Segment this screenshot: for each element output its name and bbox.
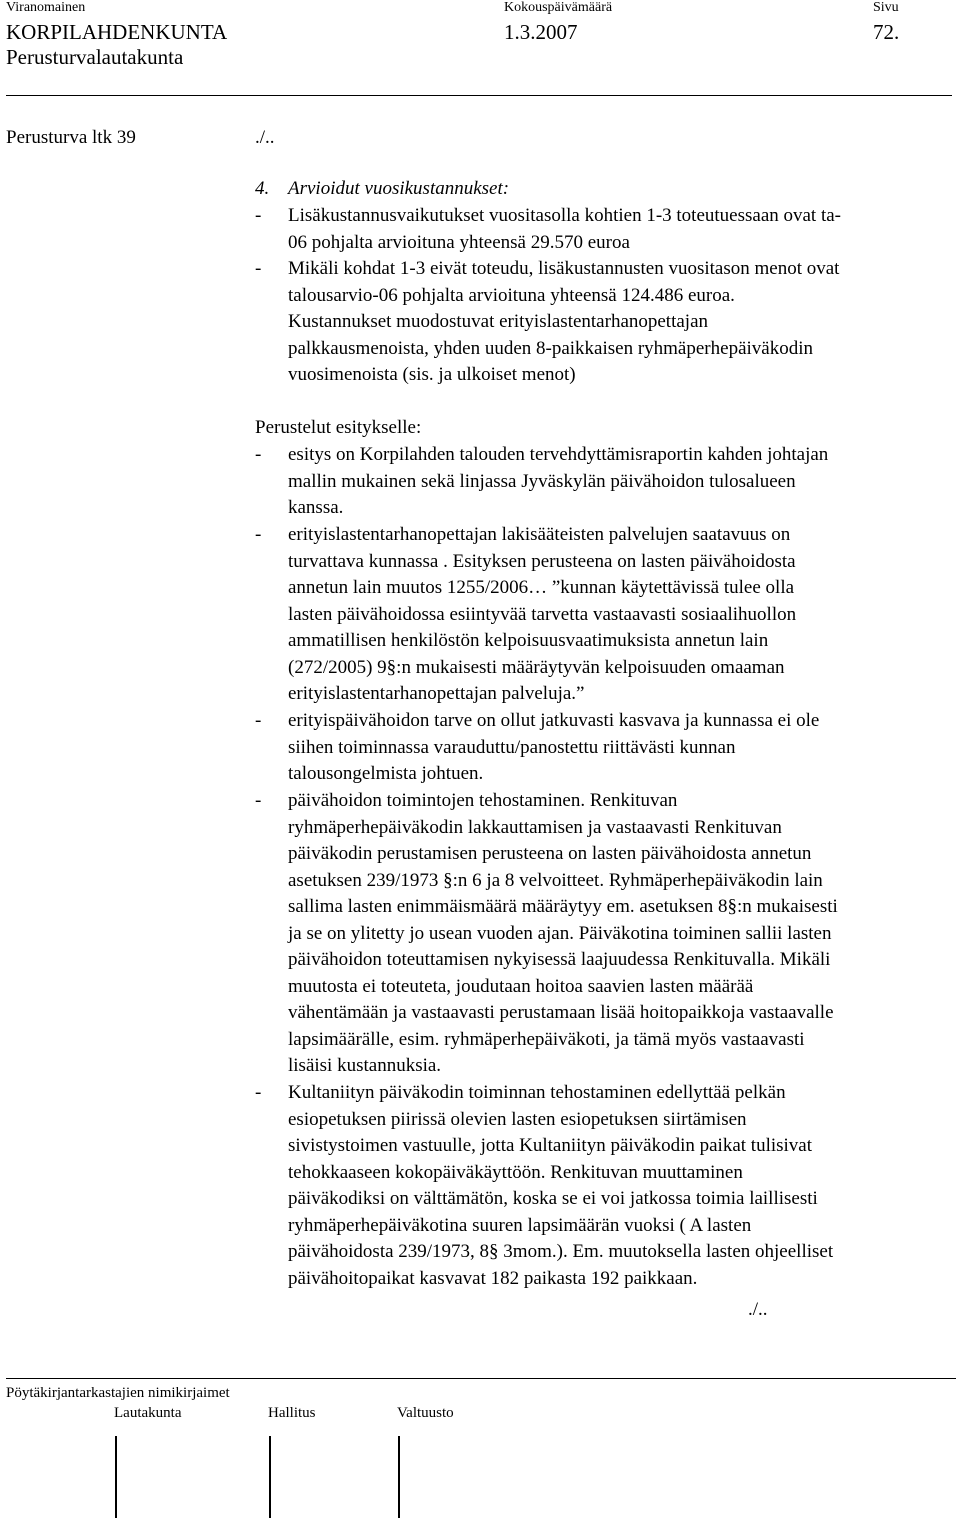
text-line: lisäisi kustannuksia.	[288, 1055, 442, 1076]
item-title: Arvioidut vuosikustannukset:	[288, 178, 510, 199]
text-line: sallima lasten enimmäismäärä määräytyy em. asetuksen 8§:n mukaisesti	[288, 896, 838, 917]
footer-col-valtuusto: Valtuusto	[397, 1405, 454, 1421]
text-line: mallin mukainen sekä linjassa Jyväskylän päivähoidon tulosalueen	[288, 470, 796, 492]
bullet-dash: -	[255, 524, 262, 545]
text-line: esiopetuksen piirissä olevien lasten esiopetuksen siirtämisen	[288, 1108, 747, 1130]
signature-divider	[115, 1436, 117, 1518]
text-line: lasten päivähoidossa esiintyvää tarvetta vastaavasti sosiaalihuollon	[288, 603, 797, 625]
municipality-name: KORPILAHDENKUNTA	[6, 20, 228, 44]
text-line: päivähoidon toteuttamisen nykyisessä laajuudessa Renkituvalla. Mikäli	[288, 949, 831, 970]
text-line: talousarvio-06 pohjalta arvioituna yhteensä 124.486 euroa.	[288, 284, 735, 306]
bullet-dash: -	[255, 1082, 262, 1103]
section-ref: Perusturva ltk 39	[6, 127, 136, 148]
justification-bullet-3	[288, 708, 819, 788]
text-line: kanssa.	[288, 497, 344, 518]
text-line: 06 pohjalta arvioituna yhteensä 29.570 euroa	[288, 231, 630, 253]
justification-bullet-4	[288, 788, 838, 1080]
text-line: siihen toiminnassa varauduttu/panostettu riittävästi kunnan	[288, 736, 736, 758]
label-kokouspaivamaara: Kokouspäivämäärä	[504, 0, 613, 15]
text-line: ammatillisen henkilöstön kelpoisuusvaatimuksista annetun lain	[288, 630, 769, 651]
text-line: ja se on ylitetty jo usean vuoden ajan. Päiväkotina toiminen sallii lasten	[288, 922, 832, 944]
text-line: Lisäkustannusvaikutukset vuositasolla kohtien 1-3 toteutuessaan ovat ta-	[288, 205, 842, 226]
section-continuation: ./..	[255, 127, 275, 148]
bullet-dash: -	[255, 710, 262, 731]
text-line: päiväkodin perustamisen perusteena on lasten päivähoidosta annetun	[288, 843, 812, 864]
text-line: Mikäli kohdat 1-3 eivät toteudu, lisäkustannusten vuositason menot ovat	[288, 258, 840, 279]
text-line: asetuksen 239/1973 §:n 6 ja 8 velvoitteet. Ryhmäperhepäiväkodin lain	[288, 869, 823, 891]
bullet-dash: -	[255, 258, 262, 279]
text-line: päivähoitopaikat kasvavat 182 paikasta 192 paikkaan.	[288, 1267, 698, 1289]
text-line: muutosta ei toteuteta, joudutaan hoitoa saavien lasten määrää	[288, 975, 754, 997]
label-sivu: Sivu	[873, 0, 899, 15]
meeting-date: 1.3.2007	[504, 20, 578, 44]
text-line: vuosimenoista (sis. ja ulkoiset menot)	[288, 364, 576, 385]
bullet-dash: -	[255, 205, 262, 226]
text-line: ryhmäperhepäiväkodin lakkauttamisen ja vastaavasti Renkituvan	[288, 816, 782, 838]
cost-bullet-1	[288, 203, 841, 256]
text-line: sivistystoimen vastuulle, jotta Kultaniityn päiväkodin paikat tulisivat	[288, 1135, 813, 1156]
text-line: päiväkodiksi on välttämätön, koska se ei voi jatkossa toimia laillisesti	[288, 1188, 818, 1209]
signature-divider	[269, 1436, 271, 1518]
footer-col-hallitus: Hallitus	[268, 1405, 316, 1421]
footer-title: Pöytäkirjantarkastajien nimikirjaimet	[6, 1385, 230, 1401]
justification-bullet-2	[288, 522, 796, 708]
page-number: 72.	[873, 20, 900, 44]
header-rule	[6, 95, 952, 96]
text-line: Kultaniityn päiväkodin toiminnan tehostaminen edellyttää pelkän	[288, 1082, 786, 1103]
bullet-dash: -	[255, 444, 262, 465]
justification-bullet-1	[288, 442, 828, 522]
text-line: palkkausmenoista, yhden uuden 8-paikkaisen ryhmäperhepäiväkodin	[288, 337, 813, 359]
label-viranomainen: Viranomainen	[6, 0, 86, 15]
text-line: turvattava kunnassa . Esityksen perusteena on lasten päivähoidosta	[288, 550, 796, 572]
cost-bullet-2	[288, 256, 839, 389]
signature-divider	[398, 1436, 400, 1518]
text-line: erityispäivähoidon tarve on ollut jatkuvasti kasvava ja kunnassa ei ole	[288, 710, 820, 731]
text-line: talousongelmista johtuen.	[288, 763, 484, 784]
bullet-dash: -	[255, 790, 262, 811]
text-line: erityislastentarhanopettajan palveluja.”	[288, 683, 585, 704]
justification-heading: Perustelut esitykselle:	[255, 417, 422, 438]
text-line: ryhmäperhepäiväkotina suuren lapsimäärän vuoksi ( A lasten	[288, 1214, 752, 1236]
committee-name: Perusturvalautakunta	[6, 45, 184, 69]
text-line: päivähoidosta 239/1973, 8§ 3mom.). Em. muutoksella lasten ohjeelliset	[288, 1241, 834, 1262]
text-line: esitys on Korpilahden talouden tervehdyttämisraportin kahden johtajan	[288, 444, 829, 465]
footer-rule	[6, 1378, 956, 1379]
text-line: lapsimäärälle, esim. ryhmäperhepäiväkoti, ja tämä myös vastaavasti	[288, 1028, 805, 1050]
item-number: 4.	[255, 178, 270, 199]
text-line: erityislastentarhanopettajan lakisääteisten palvelujen saatavuus on	[288, 524, 791, 545]
text-line: Kustannukset muodostuvat erityislastentarhanopettajan	[288, 311, 709, 332]
text-line: annetun lain muutos 1255/2006… ”kunnan käytettävissä tulee olla	[288, 577, 795, 598]
text-line: tehokkaaseen kokopäiväkäyttöön. Renkituvan muuttaminen	[288, 1161, 743, 1183]
justification-bullet-5	[288, 1080, 833, 1292]
page-continuation: ./..	[748, 1299, 768, 1320]
text-line: (272/2005) 9§:n mukaisesti määräytyvän kelpoisuuden omaaman	[288, 656, 785, 678]
text-line: vähentämään ja vastaavasti perustamaan lisää hoitopaikkoja vastaavalle	[288, 1002, 834, 1023]
text-line: päivähoidon toimintojen tehostaminen. Renkituvan	[288, 790, 678, 811]
footer-col-lautakunta: Lautakunta	[114, 1405, 182, 1421]
